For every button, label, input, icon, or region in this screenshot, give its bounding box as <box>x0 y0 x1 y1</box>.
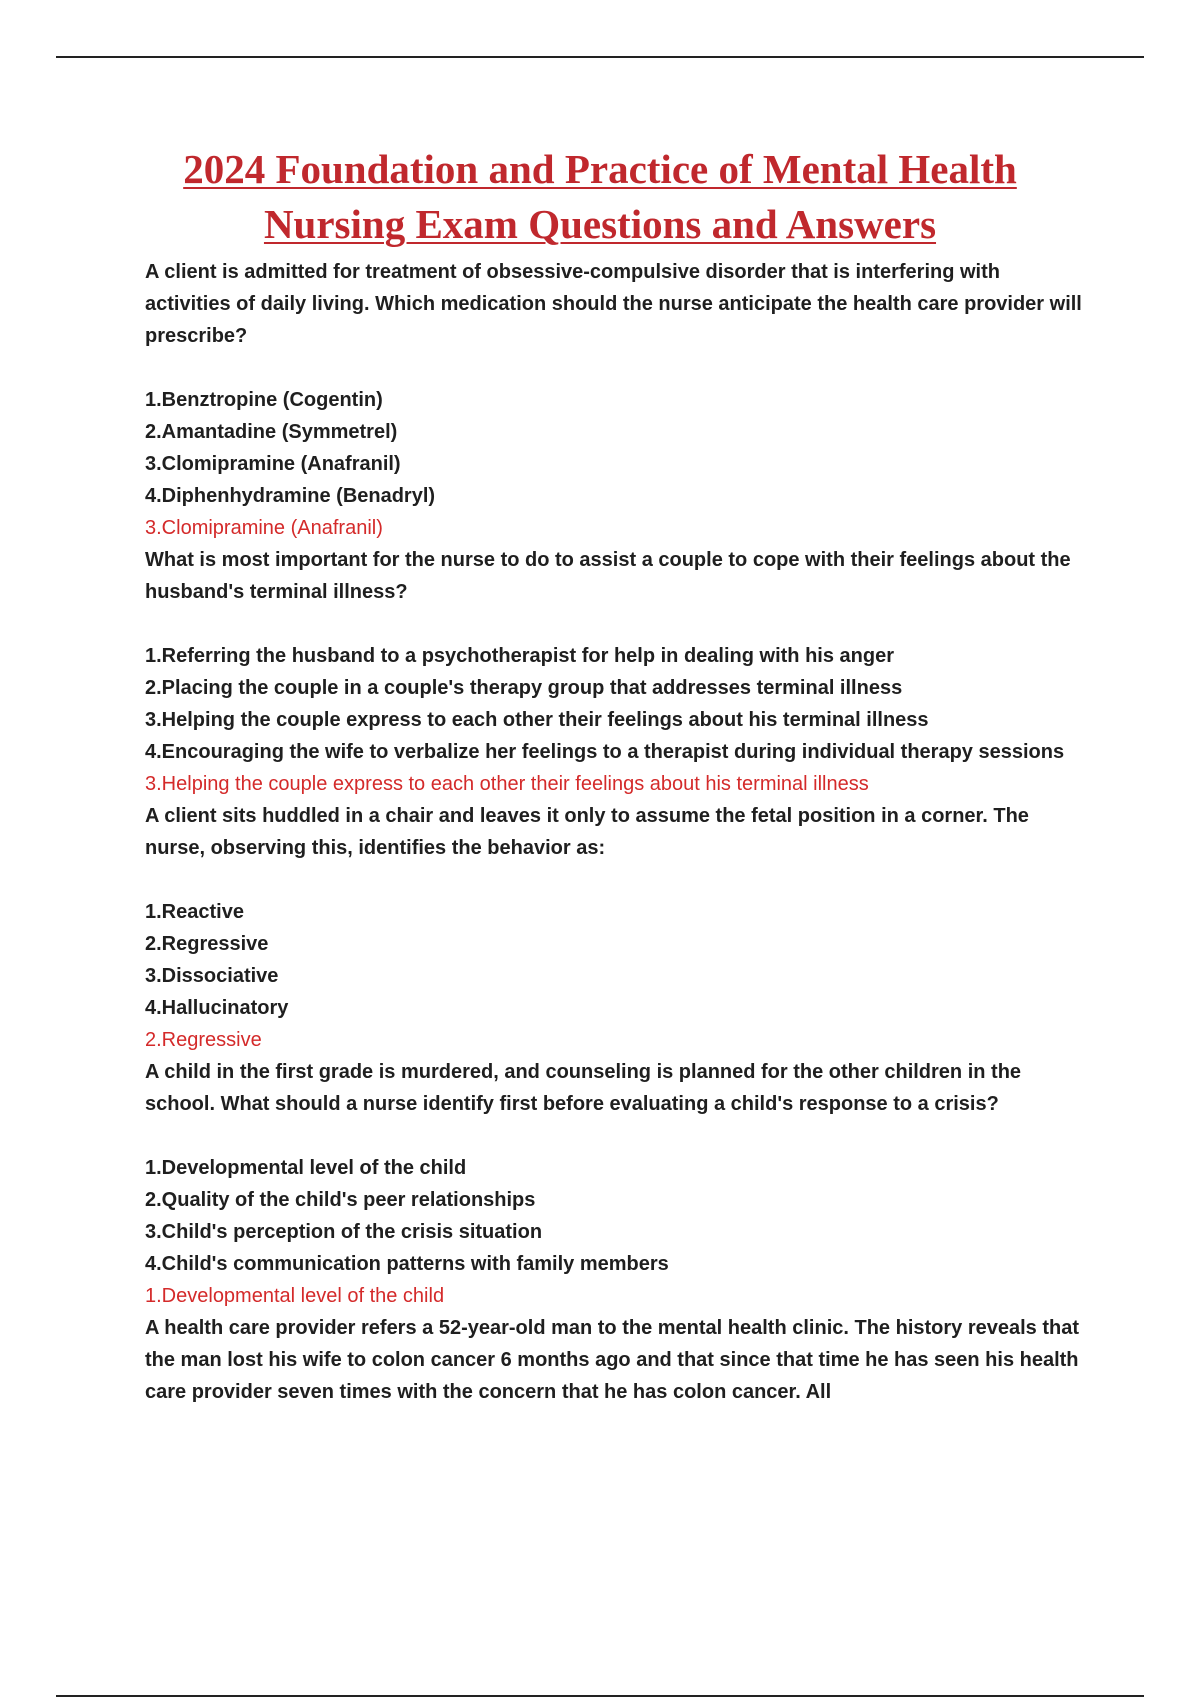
top-rule <box>56 56 1144 58</box>
option-item: 3.Dissociative <box>145 965 279 987</box>
option-item: 4.Child's communication patterns with family members <box>145 1253 669 1275</box>
option-item: 2.Regressive <box>145 933 269 955</box>
answer-text: 2.Regressive <box>145 1029 262 1051</box>
spacer <box>145 352 1090 384</box>
bottom-rule <box>56 1695 1144 1697</box>
document-title <box>100 142 1100 252</box>
option-item: 2.Placing the couple in a couple's therapy group that addresses terminal illness <box>145 677 903 699</box>
option-item: 2.Amantadine (Symmetrel) <box>145 421 398 443</box>
question-text: A child in the first grade is murdered, and counseling is planned for the other children in the school. What should a nurse identify first before evaluating a child's response to a crisis? <box>145 1061 1022 1115</box>
question-text-continued: A health care provider refers a 52-year-old man to the mental health clinic. The history reveals that the man lost his wife to colon cancer 6 months ago and that since that time he has seen his health care provider seven times with the concern that he has colon cancer. All <box>145 1317 1080 1403</box>
questions-body <box>145 256 1090 1408</box>
spacer <box>145 864 1090 896</box>
option-item: 1.Referring the husband to a psychotherapist for help in dealing with his anger <box>145 645 894 667</box>
question-text: What is most important for the nurse to do to assist a couple to cope with their feelings about the husband's terminal illness? <box>145 549 1071 603</box>
spacer <box>145 608 1090 640</box>
answer-text: 3.Helping the couple express to each other their feelings about his terminal illness <box>145 773 869 795</box>
option-item: 1.Benztropine (Cogentin) <box>145 389 383 411</box>
option-item: 4.Diphenhydramine (Benadryl) <box>145 485 436 507</box>
option-item: 3.Clomipramine (Anafranil) <box>145 453 401 475</box>
title-line-2: Nursing Exam Questions and Answers <box>263 201 937 247</box>
option-item: 4.Hallucinatory <box>145 997 289 1019</box>
answer-text: 1.Developmental level of the child <box>145 1285 445 1307</box>
option-item: 3.Helping the couple express to each other their feelings about his terminal illness <box>145 709 929 731</box>
title-line-1: 2024 Foundation and Practice of Mental Health <box>183 146 1017 192</box>
question-text: A client sits huddled in a chair and leaves it only to assume the fetal position in a corner. The nurse, observing this, identifies the behavior as: <box>145 805 1029 859</box>
option-item: 2.Quality of the child's peer relationships <box>145 1189 536 1211</box>
answer-text: 3.Clomipramine (Anafranil) <box>145 517 383 539</box>
option-item: 3.Child's perception of the crisis situation <box>145 1221 543 1243</box>
option-item: 1.Reactive <box>145 901 244 923</box>
spacer <box>145 1120 1090 1152</box>
option-item: 1.Developmental level of the child <box>145 1157 467 1179</box>
question-text: A client is admitted for treatment of obsessive-compulsive disorder that is interfering with activities of daily living. Which medication should the nurse anticipate the health care provider will prescribe? <box>145 261 1082 347</box>
option-item: 4.Encouraging the wife to verbalize her feelings to a therapist during individual therapy sessions <box>145 741 1065 763</box>
